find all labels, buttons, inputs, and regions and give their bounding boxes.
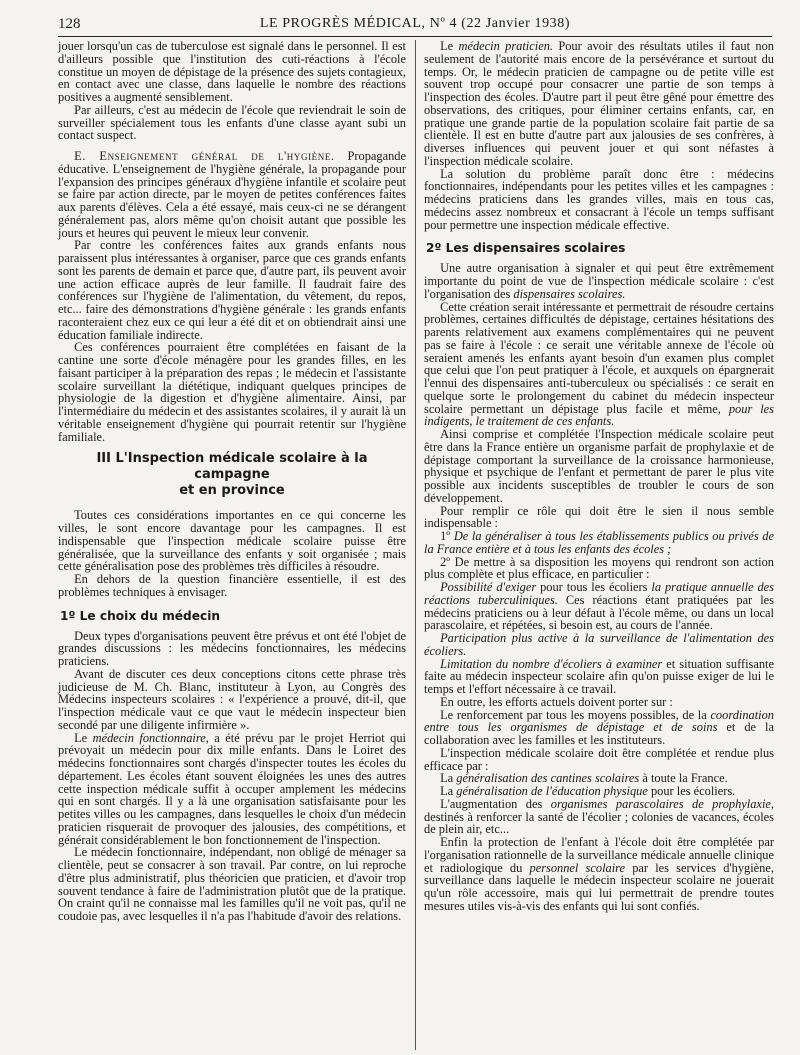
paragraph: E. Enseignement général de l'hygiène. Propagande éducative. L'enseignement de l'hygiène générale, la propagande pour l'expansion des principes généraux d'hygiène infantile et scolaire peut se faire par action directe, par le moyen de petites conférences faites aux parents d'élèves. Cela a été essayé, mais ceux-ci ne se dérangent généralement pas, alors même qu'on choisit autant que possible les jours et heures qui peuvent le mieux leur convenir. xyxy=(58,149,406,240)
paragraph: Deux types d'organisations peuvent être prévus et ont été l'objet de grandes discussions : les médecins fonctionnaires, les médecins praticiens. xyxy=(58,628,406,668)
paragraph: jouer lorsqu'un cas de tuberculose est signalé dans le personnel. Il est d'ailleurs possible que l'institution des cuti-réactions à l'école constitue un moyen de dépistage de la présence des sujets contagieux, en contact avec une classe, dans laquelle le nombre des réactions positives a augmenté sensiblement. xyxy=(58,39,406,104)
paragraph: Cette création serait intéressante et permettrait de résoudre certains problèmes, certaines difficultés de dépistage, certaines hésitations des parents relativement aux examens complémentaires qui ne peuvent pas se faire à l'école : ce serait une véritable annexe de l'école où seraient amenés les enfants ayant besoin d'un examen plus complet que celui que l'on peut pratiquer à l'école, et auxquels on épargnerait l'ennui des dispensaires anti-tuberculeux ou spécialisés : ce serait en quelque sorte le prolongement du cabinet du médecin inspecteur scolaire permettant un dépistage plus facile et même, pour les indigents, le traitement de ces enfants. xyxy=(424,299,774,429)
paragraph: Par contre les conférences faites aux grands enfants nous paraissent plus intéressantes à organiser, parce que ces grands enfants sont les parents de demain et parce que, d'autre part, ils peuvent avoir une action efficace auprès de leur famille. Il faudrait faire des conférences sur l'hygiène de l'alimentation, du vêtement, du repos, etc... faire des démonstrations d'hygiène générale : les grands enfants raconteraient chez eux ce qui leur a été dit et on obtiendrait ainsi une éducation familiale indirecte. xyxy=(58,238,406,342)
paragraph: Ainsi comprise et complétée l'Inspection médicale scolaire peut être dans la France entière un organisme parfait de prophylaxie et de dépistage comportant la surveillance de la croissance harmonieuse, physique et psychique de l'enfant et permettant de parer le plus vite possible aux incidents susceptibles de troubler le cours de son développement. xyxy=(424,427,774,505)
paragraph: En dehors de la question financière essentielle, il est des problèmes techniques à envisager. xyxy=(58,572,406,599)
list-item: Le renforcement par tous les moyens possibles, de la coordination entre tous les organismes de dépistage et de soins et de la collaboration avec les familles et les instituteurs. xyxy=(424,707,774,747)
paragraph: L'inspection médicale scolaire doit être complétée et rendue plus efficace par : xyxy=(424,745,774,773)
right-column xyxy=(424,40,774,913)
subsection-heading: 1º Le choix du médecin xyxy=(60,608,221,623)
list-item: La généralisation des cantines scolaires à toute la France. xyxy=(440,771,728,786)
paragraph: Le médecin praticien. Pour avoir des résultats utiles il faut non seulement de l'autorité mais encore de la persévérance et surtout du temps. Or, le médecin praticien de campagne ou de petite ville est souvent trop occupé pour consacrer une partie de son temps à l'inspection des écoles. D'autre part il peut être gêné pour émettre des observations, des critiques, pour éliminer certains enfants, car, en pratique une grande partie de la population scolaire fait partie de sa clientèle. Il est en butte d'autre part aux jalousies de ses confrères, à diverses influences qui peuvent jouer et qui sont néfastes à l'inspection médicale scolaire. xyxy=(424,39,774,168)
paragraph: Pour remplir ce rôle qui doit être le sien il nous semble indispensable : xyxy=(424,503,774,531)
subsection-heading: 2º Les dispensaires scolaires xyxy=(426,241,626,256)
list-item: 1º De la généraliser à tous les établissements publics ou privés de la France entière et à tous les enfants des écoles ; xyxy=(424,529,774,556)
section-heading: III L'Inspection médicale scolaire à la campagne et en province xyxy=(96,451,368,499)
paragraph: Une autre organisation à signaler et qui peut être extrêmement importante du point de vue de l'inspection médicale scolaire : c'est l'organisation des dispensaires scolaires. xyxy=(424,261,774,301)
list-item: 2º De mettre à sa disposition les moyens qui rendront son action plus complète et plus efficace, en particulier : xyxy=(424,554,774,582)
paragraph: Ces conférences pourraient être complétées en faisant de la cantine une sorte d'école ménagère pour les grandes filles, en les faisant participer à la préparation des repas ; le médecin et l'assistante scolaire surveillant la diététique, indiquant quelques principes de physiologie de la digestion et d'hygiène alimentaire. Ainsi, par l'intermédiaire du médecin et des assistantes scolaires, il y aurait là un véritable enseignement d'hygiène qui pourrait retentir sur l'hygiène familiale. xyxy=(58,340,406,444)
paragraph: Enfin la protection de l'enfant à l'école doit être complétée par l'organisation rationnelle de la surveillance médicale annuelle clinique et radiologique du personnel scolaire par les services d'hygiène, surveillance dans laquelle le médecin inspecteur scolaire ne jouerait qu'un rôle accessoire, mais qui lui permettrait de prendre toutes mesures utiles vis-à-vis des enfants qui lui sont confiés. xyxy=(424,835,774,913)
subsection-heading-e: E. Enseignement général de l'hygiène. xyxy=(74,149,335,163)
column-divider xyxy=(415,40,416,1050)
list-item: Limitation du nombre d'écoliers à examiner et situation suffisante faite au médecin inspecteur scolaire afin qu'on puisse exiger de lui le temps et l'effort nécessaire à ce travail. xyxy=(424,656,774,696)
list-item: Possibilité d'exiger pour tous les écoliers la pratique annuelle des réactions tuberculiniques. Ces réactions étant pratiquées par les médecins praticiens ou à leur défaut à l'école même, ou dans un local parascolaire, et répétées, si besoin est, au cours de l'année. xyxy=(424,580,774,633)
left-column xyxy=(58,40,406,923)
paragraph: Par ailleurs, c'est au médecin de l'école que reviendrait le soin de surveiller spécialement tous les enfants d'une classe ayant subi un contact suspect. xyxy=(58,102,406,143)
paragraph: Le médecin fonctionnaire, a été prévu par le projet Herriot qui prévoyait un médecin pour dix mille enfants. Dans le Loiret des médecins fonctionnaires sont chargés d'inspecter toutes les écoles du département. Les écoles étant souvent éloignées les unes des autres cette inspection médicale suffit à occuper amplement les médecins qui en sont chargés. Il y a là une organisation satisfaisante pour les petites villes ou les campagnes, dans lesquelles le choix d'un médecin praticien risquerait de provoquer des jalousies, des compétitions, et générait considérablement le bon fonctionnement de l'inspection. xyxy=(58,730,406,847)
paragraph: La solution du problème paraît donc être : médecins fonctionnaires, indépendants pour les petites villes et les campagnes : médecins praticiens dans les grandes villes, mais en tous cas, médecins assez nombreux et consacrant à l'école un temps suffisant pour permettre une inspection médicale effective. xyxy=(424,166,774,232)
journal-title: LE PROGRÈS MÉDICAL, Nº 4 (22 Janvier 1938) xyxy=(259,16,571,31)
list-item: L'augmentation des organismes parascolaires de prophylaxie, destinés à renforcer la santé de l'écolier ; colonies de vacances, écoles de plein air, etc... xyxy=(424,796,774,837)
paragraph: Avant de discuter ces deux conceptions citons cette phrase très judicieuse de M. Ch. Blanc, instituteur à Lyon, au Congrès des Médecins inspecteurs scolaires : « l'expérience a prouvé, dit-il, que l'inspection médicale vaut ce que vaut le médecin inspecteur bien secondé par une diligente infirmière ». xyxy=(58,666,406,732)
paragraph: Le médecin fonctionnaire, indépendant, non obligé de ménager sa clientèle, peut se consacrer à son travail. Par contre, on lui reproche d'être plus administratif, plus théoricien que praticien, et d'avoir trop souvent tendance à faire de l'administration plutôt que de la pratique. On craint qu'il ne connaisse mal les familles qu'il ne voit pas, qu'il ne coudoie pas, avec lesquelles il n'a pas l'habitude d'avoir des relations. xyxy=(58,845,406,923)
page-number: 128 xyxy=(58,16,81,32)
paragraph: Toutes ces considérations importantes en ce qui concerne les villes, le sont encore davantage pour les campagnes. Il est indispensable que l'inspection médicale scolaire puisse être généralisée, que la surveillance des enfants y soit organisée ; mais cette généralisation pose des problèmes très difficiles à résoudre. xyxy=(58,508,406,574)
list-item: La généralisation de l'éducation physique pour les écoliers. xyxy=(440,784,736,798)
list-item: Participation plus active à la surveillance de l'alimentation des écoliers. xyxy=(424,631,774,658)
page-header xyxy=(58,14,772,37)
paragraph: En outre, les efforts actuels doivent porter sur : xyxy=(440,694,673,709)
